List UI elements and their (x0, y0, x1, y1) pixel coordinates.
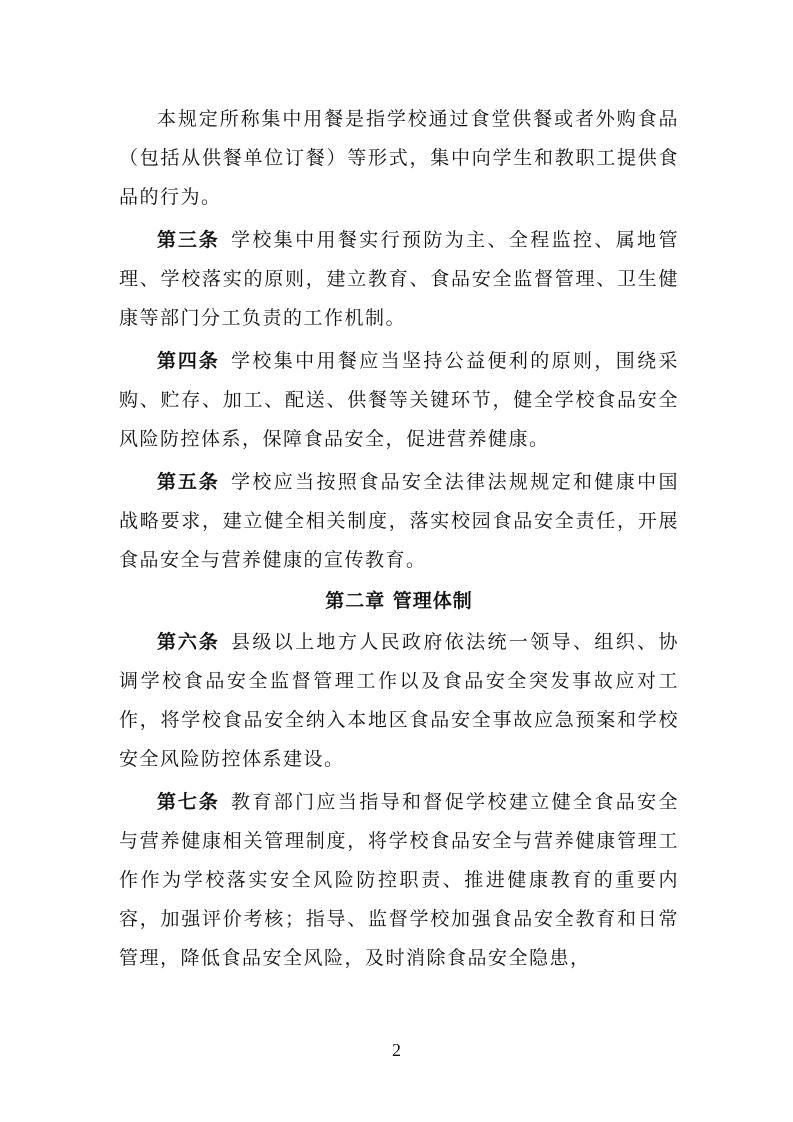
article-label: 第三条 (157, 229, 220, 251)
article-text: 县级以上地方人民政府依法统一领导、组织、协调学校食品安全监督管理工作以及食品安全突发事故应对工作，将学校食品安全纳入本地区食品安全事故应急预案和学校安全风险防控体系建设。 (119, 631, 679, 770)
article-text: 学校集中用餐实行预防为主、全程监控、属地管理、学校落实的原则，建立教育、食品安全监督管理、卫生健康等部门分工负责的工作机制。 (119, 229, 679, 329)
page-number: 2 (392, 1040, 401, 1060)
paragraph-definition (119, 100, 679, 217)
article-5 (119, 463, 679, 580)
article-7 (119, 783, 679, 978)
chapter-heading: 第二章 管理体制 (325, 590, 473, 612)
article-text: 学校应当按照食品安全法律法规规定和健康中国战略要求，建立健全相关制度，落实校园食品安全责任，开展食品安全与营养健康的宣传教育。 (119, 471, 679, 571)
document-body (119, 100, 679, 978)
paragraph-text: 本规定所称集中用餐是指学校通过食堂供餐或者外购食品（包括从供餐单位订餐）等形式，集中向学生和教职工提供食品的行为。 (119, 108, 679, 208)
article-text: 学校集中用餐应当坚持公益便利的原则，围绕采购、贮存、加工、配送、供餐等关键环节，健全学校食品安全风险防控体系，保障食品安全，促进营养健康。 (119, 350, 679, 450)
article-4 (119, 342, 679, 459)
article-label: 第四条 (157, 350, 220, 372)
article-label: 第五条 (157, 471, 220, 493)
article-label: 第六条 (157, 631, 220, 653)
article-3 (119, 221, 679, 338)
article-label: 第七条 (157, 791, 220, 813)
article-text: 教育部门应当指导和督促学校建立健全食品安全与营养健康相关管理制度，将学校食品安全与营养健康管理工作作为学校落实安全风险防控职责、推进健康教育的重要内容，加强评价考核；指导、监督学校加强食品安全教育和日常管理，降低食品安全风险，及时消除食品安全隐患， (119, 791, 679, 969)
article-6 (119, 623, 679, 779)
